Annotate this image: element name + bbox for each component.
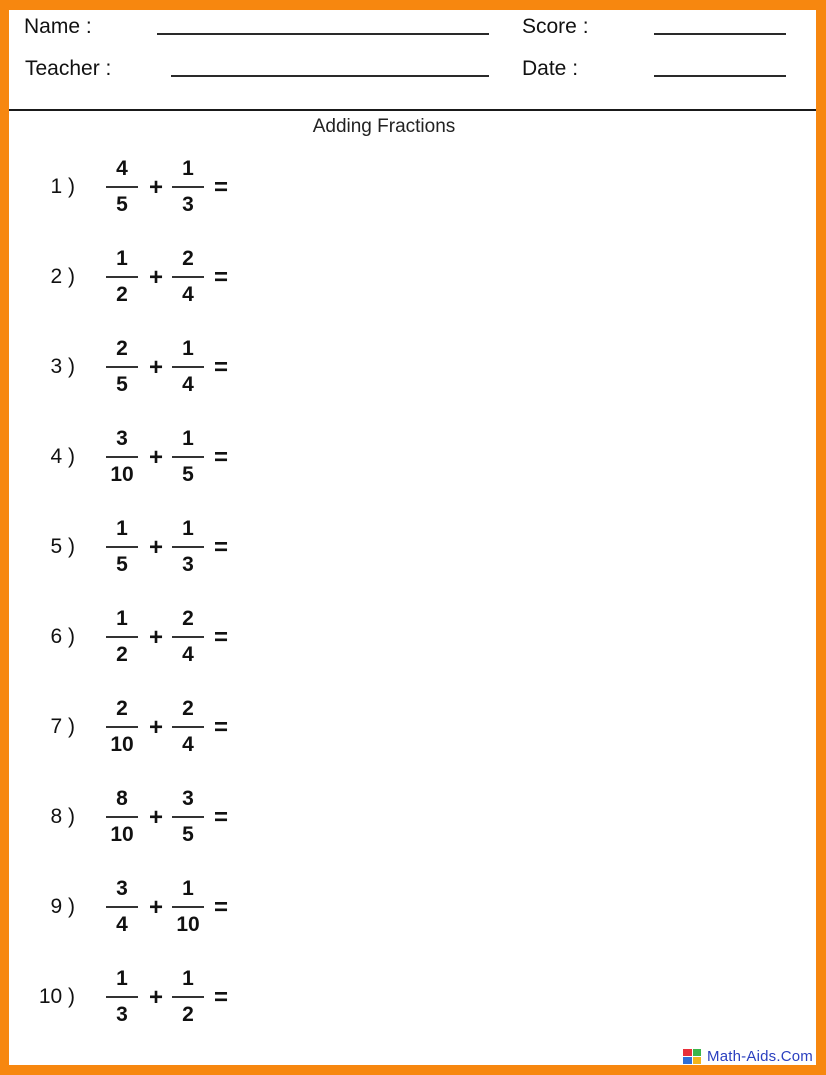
logo-green-square xyxy=(693,1049,702,1056)
problem-row xyxy=(9,692,309,762)
problem-number-wrap xyxy=(9,806,75,830)
numerator: 1 xyxy=(116,967,128,990)
fraction-b xyxy=(172,422,204,492)
fraction-b xyxy=(172,602,204,672)
problem-number: 8 ) xyxy=(50,805,75,828)
logo-red-square xyxy=(683,1049,692,1056)
numerator: 3 xyxy=(116,877,128,900)
answer-area[interactable] xyxy=(239,702,299,752)
problem-row xyxy=(9,602,309,672)
plus-sign: + xyxy=(149,624,164,651)
numerator: 3 xyxy=(182,787,194,810)
problem-number: 2 ) xyxy=(50,265,75,288)
numerator: 1 xyxy=(182,877,194,900)
denominator: 5 xyxy=(182,823,194,846)
answer-area[interactable] xyxy=(239,792,299,842)
denominator: 4 xyxy=(182,643,194,666)
problem-number-wrap xyxy=(9,266,75,290)
numerator: 1 xyxy=(116,517,128,540)
problem-row xyxy=(9,422,309,492)
worksheet-page xyxy=(9,10,816,1065)
equals-sign: = xyxy=(214,174,229,201)
denominator: 3 xyxy=(182,553,194,576)
numerator: 2 xyxy=(182,607,194,630)
fraction-bar xyxy=(172,456,204,458)
numerator: 4 xyxy=(116,157,128,180)
problem-row xyxy=(9,872,309,942)
numerator: 2 xyxy=(182,697,194,720)
answer-area[interactable] xyxy=(239,972,299,1022)
fraction-bar xyxy=(172,816,204,818)
fraction-bar xyxy=(172,906,204,908)
problem-number: 10 ) xyxy=(38,985,75,1008)
fraction-b xyxy=(172,872,204,942)
denominator: 5 xyxy=(182,463,194,486)
teacher-field[interactable] xyxy=(171,75,489,77)
answer-area[interactable] xyxy=(239,882,299,932)
equals-sign: = xyxy=(214,984,229,1011)
score-label: Score : xyxy=(522,15,589,38)
fraction-a xyxy=(106,242,138,312)
math-aids-logo-icon xyxy=(683,1049,701,1064)
numerator: 8 xyxy=(116,787,128,810)
equals-sign: = xyxy=(214,264,229,291)
plus-sign: + xyxy=(149,714,164,741)
problem-number: 7 ) xyxy=(50,715,75,738)
fraction-b xyxy=(172,332,204,402)
fraction-a xyxy=(106,782,138,852)
fraction-b xyxy=(172,242,204,312)
numerator: 1 xyxy=(116,247,128,270)
numerator: 2 xyxy=(182,247,194,270)
plus-sign: + xyxy=(149,984,164,1011)
date-label: Date : xyxy=(522,57,579,80)
problem-number: 1 ) xyxy=(50,175,75,198)
logo-blue-square xyxy=(683,1057,692,1064)
fraction-bar xyxy=(172,546,204,548)
denominator: 5 xyxy=(116,553,128,576)
problem-row xyxy=(9,962,309,1032)
equals-sign: = xyxy=(214,714,229,741)
fraction-a xyxy=(106,692,138,762)
fraction-bar xyxy=(172,366,204,368)
denominator: 3 xyxy=(116,1003,128,1026)
numerator: 1 xyxy=(116,607,128,630)
numerator: 2 xyxy=(116,697,128,720)
denominator: 10 xyxy=(176,913,200,936)
problem-row xyxy=(9,152,309,222)
numerator: 1 xyxy=(182,967,194,990)
date-field[interactable] xyxy=(654,75,786,77)
name-field[interactable] xyxy=(157,33,489,35)
numerator: 1 xyxy=(182,517,194,540)
problem-number-wrap xyxy=(9,986,75,1010)
denominator: 10 xyxy=(110,823,134,846)
problem-row xyxy=(9,512,309,582)
fraction-b xyxy=(172,782,204,852)
problem-number-wrap xyxy=(9,176,75,200)
fraction-bar xyxy=(106,636,138,638)
answer-area[interactable] xyxy=(239,252,299,302)
denominator: 4 xyxy=(182,283,194,306)
denominator: 2 xyxy=(116,643,128,666)
denominator: 2 xyxy=(182,1003,194,1026)
problem-row xyxy=(9,782,309,852)
plus-sign: + xyxy=(149,444,164,471)
plus-sign: + xyxy=(149,894,164,921)
problem-number-wrap xyxy=(9,446,75,470)
teacher-label: Teacher : xyxy=(25,57,112,80)
problem-number: 3 ) xyxy=(50,355,75,378)
denominator: 4 xyxy=(182,733,194,756)
denominator: 4 xyxy=(116,913,128,936)
plus-sign: + xyxy=(149,354,164,381)
fraction-a xyxy=(106,512,138,582)
fraction-b xyxy=(172,962,204,1032)
fraction-a xyxy=(106,962,138,1032)
fraction-bar xyxy=(172,996,204,998)
denominator: 2 xyxy=(116,283,128,306)
problem-row xyxy=(9,242,309,312)
fraction-bar xyxy=(106,816,138,818)
fraction-bar xyxy=(172,636,204,638)
denominator: 10 xyxy=(110,733,134,756)
plus-sign: + xyxy=(149,264,164,291)
problem-number-wrap xyxy=(9,716,75,740)
fraction-a xyxy=(106,332,138,402)
answer-area[interactable] xyxy=(239,612,299,662)
plus-sign: + xyxy=(149,174,164,201)
fraction-bar xyxy=(172,186,204,188)
answer-area[interactable] xyxy=(239,432,299,482)
equals-sign: = xyxy=(214,804,229,831)
problem-row xyxy=(9,332,309,402)
problem-number: 4 ) xyxy=(50,445,75,468)
fraction-bar xyxy=(106,186,138,188)
fraction-a xyxy=(106,602,138,672)
numerator: 2 xyxy=(116,337,128,360)
denominator: 4 xyxy=(182,373,194,396)
problem-number: 9 ) xyxy=(50,895,75,918)
fraction-b xyxy=(172,692,204,762)
footer-brand xyxy=(683,1047,813,1065)
numerator: 1 xyxy=(182,427,194,450)
fraction-b xyxy=(172,152,204,222)
logo-yellow-square xyxy=(693,1057,702,1064)
answer-area[interactable] xyxy=(239,162,299,212)
denominator: 10 xyxy=(110,463,134,486)
numerator: 3 xyxy=(116,427,128,450)
answer-area[interactable] xyxy=(239,522,299,572)
answer-area[interactable] xyxy=(239,342,299,392)
worksheet-title: Adding Fractions xyxy=(312,116,456,137)
equals-sign: = xyxy=(214,894,229,921)
name-label: Name : xyxy=(24,15,92,38)
fraction-bar xyxy=(106,366,138,368)
fraction-bar xyxy=(106,546,138,548)
fraction-bar xyxy=(106,906,138,908)
problem-number: 5 ) xyxy=(50,535,75,558)
problem-number-wrap xyxy=(9,356,75,380)
problem-number-wrap xyxy=(9,536,75,560)
denominator: 5 xyxy=(116,373,128,396)
plus-sign: + xyxy=(149,534,164,561)
score-field[interactable] xyxy=(654,33,786,35)
brand-link[interactable]: Math-Aids.Com xyxy=(707,1047,813,1065)
header-divider xyxy=(9,109,816,111)
fraction-bar xyxy=(106,996,138,998)
fraction-a xyxy=(106,872,138,942)
numerator: 1 xyxy=(182,157,194,180)
fraction-bar xyxy=(106,276,138,278)
problem-number: 6 ) xyxy=(50,625,75,648)
fraction-a xyxy=(106,422,138,492)
problem-number-wrap xyxy=(9,626,75,650)
fraction-bar xyxy=(106,456,138,458)
denominator: 3 xyxy=(182,193,194,216)
numerator: 1 xyxy=(182,337,194,360)
fraction-bar xyxy=(172,726,204,728)
equals-sign: = xyxy=(214,534,229,561)
plus-sign: + xyxy=(149,804,164,831)
denominator: 5 xyxy=(116,193,128,216)
equals-sign: = xyxy=(214,624,229,651)
fraction-a xyxy=(106,152,138,222)
fraction-bar xyxy=(106,726,138,728)
equals-sign: = xyxy=(214,354,229,381)
fraction-b xyxy=(172,512,204,582)
equals-sign: = xyxy=(214,444,229,471)
fraction-bar xyxy=(172,276,204,278)
problem-number-wrap xyxy=(9,896,75,920)
